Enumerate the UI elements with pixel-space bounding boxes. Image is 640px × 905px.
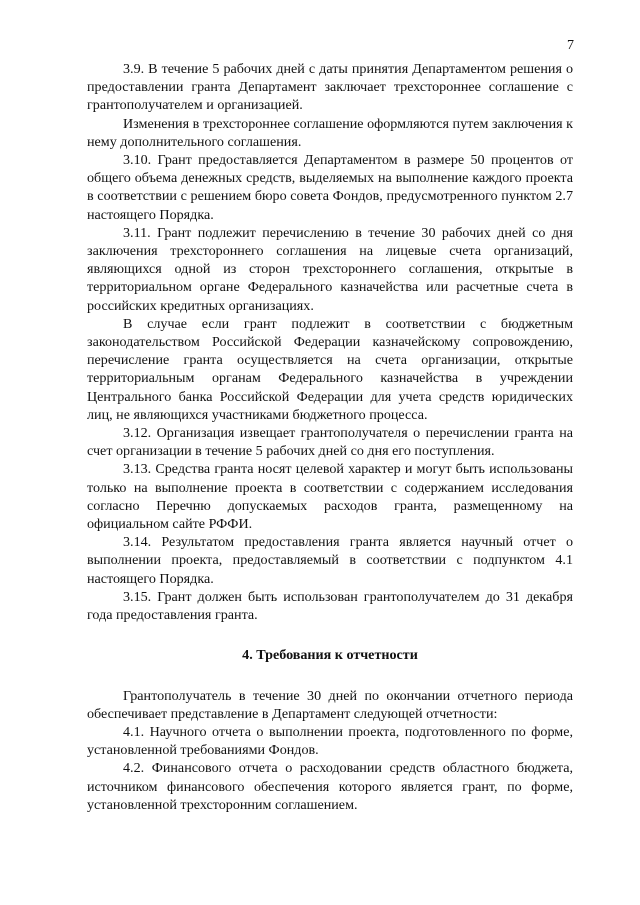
- paragraph-3-11: 3.11. Грант подлежит перечислению в течение 30 рабочих дней со дня заключения трехстороннего соглашения на лицевые счета организаций, являющихся одной из сторон трехстороннего соглашения, открытые в территориальном органе Федерального казначейства или расчетные счета в российских кредитных организациях.: [87, 224, 573, 314]
- page-number: 7: [567, 38, 574, 53]
- paragraph-4-intro: Грантополучатель в течение 30 дней по окончании отчетного периода обеспечивает представление в Департамент следующей отчетности:: [87, 687, 573, 722]
- paragraph-3-11-treasury: В случае если грант подлежит в соответствии с бюджетным законодательством Российской Федерации казначейскому сопровождению, перечисление гранта осуществляется на счета организации, открытые территориальным органам Федерального казначейства в учреждении Центрального банка Российской Федерации для учета средств юридических лиц, не являющихся участниками бюджетного процесса.: [87, 315, 573, 423]
- paragraph-3-9: 3.9. В течение 5 рабочих дней с даты принятия Департаментом решения о предоставлении гранта Департамент заключает трехстороннее соглашение с грантополучателем и организацией.: [87, 61, 573, 114]
- paragraph-3-9-amendments: Изменения в трехстороннее соглашение оформляются путем заключения к нему дополнительного соглашения.: [87, 115, 573, 150]
- paragraph-3-12: 3.12. Организация извещает грантополучателя о перечислении гранта на счет организации в течение 5 рабочих дней со дня его поступления.: [87, 425, 573, 460]
- paragraph-3-15: 3.15. Грант должен быть использован грантополучателем до 31 декабря года предоставления гранта.: [87, 588, 573, 624]
- document-body: [87, 60, 573, 814]
- paragraph-3-14: 3.14. Результатом предоставления гранта является научный отчет о выполнении проекта, предоставляемый в соответствии с подпунктом 4.1 настоящего Порядка.: [87, 534, 573, 587]
- paragraph-3-13: 3.13. Средства гранта носят целевой характер и могут быть использованы только на выполнение проекта в соответствии с содержанием исследования согласно Перечню допускаемых расходов гранта, размещенному на официальном сайте РФФИ.: [87, 461, 573, 533]
- section-heading: 4. Требования к отчетности: [242, 647, 418, 664]
- paragraph-4-2: 4.2. Финансового отчета о расходовании средств областного бюджета, источником финансового обеспечения которого является грант, по форме, установленной трехсторонним соглашением.: [87, 760, 573, 813]
- paragraph-3-10: 3.10. Грант предоставляется Департаментом в размере 50 процентов от общего объема денежных средств, выделяемых на выполнение каждого проекта в соответствии с решением бюро совета Фондов, предусмотренного пунктом 2.7 настоящего Порядка.: [87, 152, 573, 223]
- paragraph-4-1: 4.1. Научного отчета о выполнении проекта, подготовленного по форме, установленной требованиями Фондов.: [87, 723, 573, 759]
